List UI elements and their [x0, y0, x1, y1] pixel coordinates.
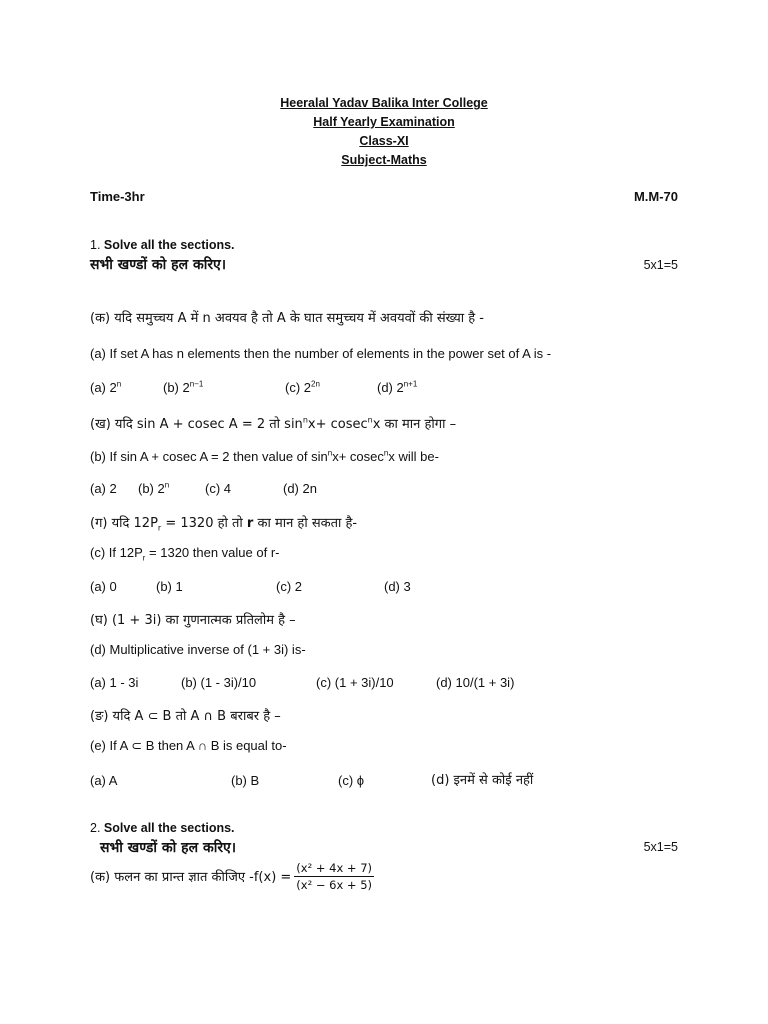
q1d-english: (d) Multiplicative inverse of (1 + 3i) is-: [90, 642, 306, 657]
q1a-option-a: (a) 2$^n$: [90, 379, 122, 395]
q1a-english: (a) If set A has n elements then the number of elements in the power set of A is -: [90, 346, 552, 361]
exam-title: Half Yearly Examination: [313, 115, 455, 129]
section1-title-en: Solve all the sections.: [103, 238, 235, 252]
q1b-option-b: (b) 2$^n$: [138, 480, 170, 496]
q1d-hindi: (घ) (1 + 3i) का गुणनात्मक प्रतिलोम है –: [90, 613, 296, 628]
q1d-option-d: (d) 10/(1 + 3i): [436, 675, 515, 690]
q2a-text: (क) फलन का प्रान्त ज्ञात कीजिए -f(x) =: [90, 870, 292, 885]
q1e-option-a: (a) A: [90, 773, 118, 788]
q1a-option-c: (c) $2^{2n}$: [285, 379, 320, 395]
q1e-english: (e) If A ⊂ B then A ∩ B is equal to-: [90, 738, 287, 753]
q1d-option-c: (c) (1 + 3i)/10: [316, 675, 394, 690]
section2-heading: [90, 821, 235, 835]
q1c-hindi: (ग) यदि $12P_r = 1320$ हो तो r का मान हो सकता है-: [90, 516, 358, 533]
q1c-english: (c) If $12P_r = 1320$ then value of r-: [90, 545, 280, 563]
q1d-option-b: (b) (1 - 3i)/10: [181, 675, 257, 690]
domain-fraction: [294, 861, 374, 892]
time-label: Time-3hr: [90, 189, 145, 204]
q1b-hindi: (ख) यदि sin A + cosec A = 2 तो $\sin^nx+ cosec^nx$ का मान होगा –: [90, 415, 457, 432]
q1e-hindi: (ङ) यदि A ⊂ B तो A ∩ B बराबर है –: [90, 709, 281, 724]
q1a-option-d: (d) $2^{n+1}$: [377, 379, 418, 395]
q1c-option-b: (b) 1: [156, 579, 183, 594]
max-marks: M.M-70: [633, 189, 678, 204]
class-label: Class-XI: [359, 134, 409, 148]
q1a-option-b: (b) $2^{n-1}$: [163, 379, 204, 395]
q1e-option-b: (b) B: [231, 773, 260, 788]
q1b-option-a: (a) 2: [90, 481, 117, 496]
q1c-option-c: (c) 2: [276, 579, 302, 594]
fraction-denominator: (x² − 6x + 5): [296, 877, 373, 892]
section1-heading: [90, 238, 235, 252]
section1-title-hi: सभी खण्डों को हल करिए।: [90, 257, 227, 273]
q1c-option-d: (d) 3: [384, 579, 411, 594]
q1b-option-d: (d) 2n: [283, 481, 317, 496]
section2-marks: 5x1=5: [643, 840, 678, 854]
q1a-hindi: (क) यदि समुच्चय A में n अवयव है तो A के घात समुच्चय में अवयवों की संख्या है -: [90, 311, 485, 326]
q1d-option-a: (a) 1 - 3i: [90, 675, 139, 690]
college-name: Heeralal Yadav Balika Inter College: [280, 96, 488, 110]
q1e-option-c: (c) ϕ: [338, 773, 365, 788]
section2-number: 2.: [90, 821, 101, 835]
section2-title-hi: सभी खण्डों को हल करिए।: [100, 840, 237, 856]
subject-label: Subject-Maths: [341, 153, 427, 167]
q1c-option-a: (a) 0: [90, 579, 117, 594]
section2-title-en: Solve all the sections.: [103, 821, 235, 835]
fraction-numerator: (x² + 4x + 7): [296, 860, 373, 875]
q2a: [90, 857, 374, 895]
q1b-english: (b) If sin A + cosec A = 2 then value of $\sin^nx+ cosec^nx$ will be-: [90, 448, 439, 464]
q1b-option-c: (c) 4: [205, 481, 231, 496]
q1e-option-d: (d) इनमें से कोई नहीं: [431, 773, 534, 788]
section1-number: 1.: [90, 238, 101, 252]
section1-marks: 5x1=5: [643, 258, 678, 272]
